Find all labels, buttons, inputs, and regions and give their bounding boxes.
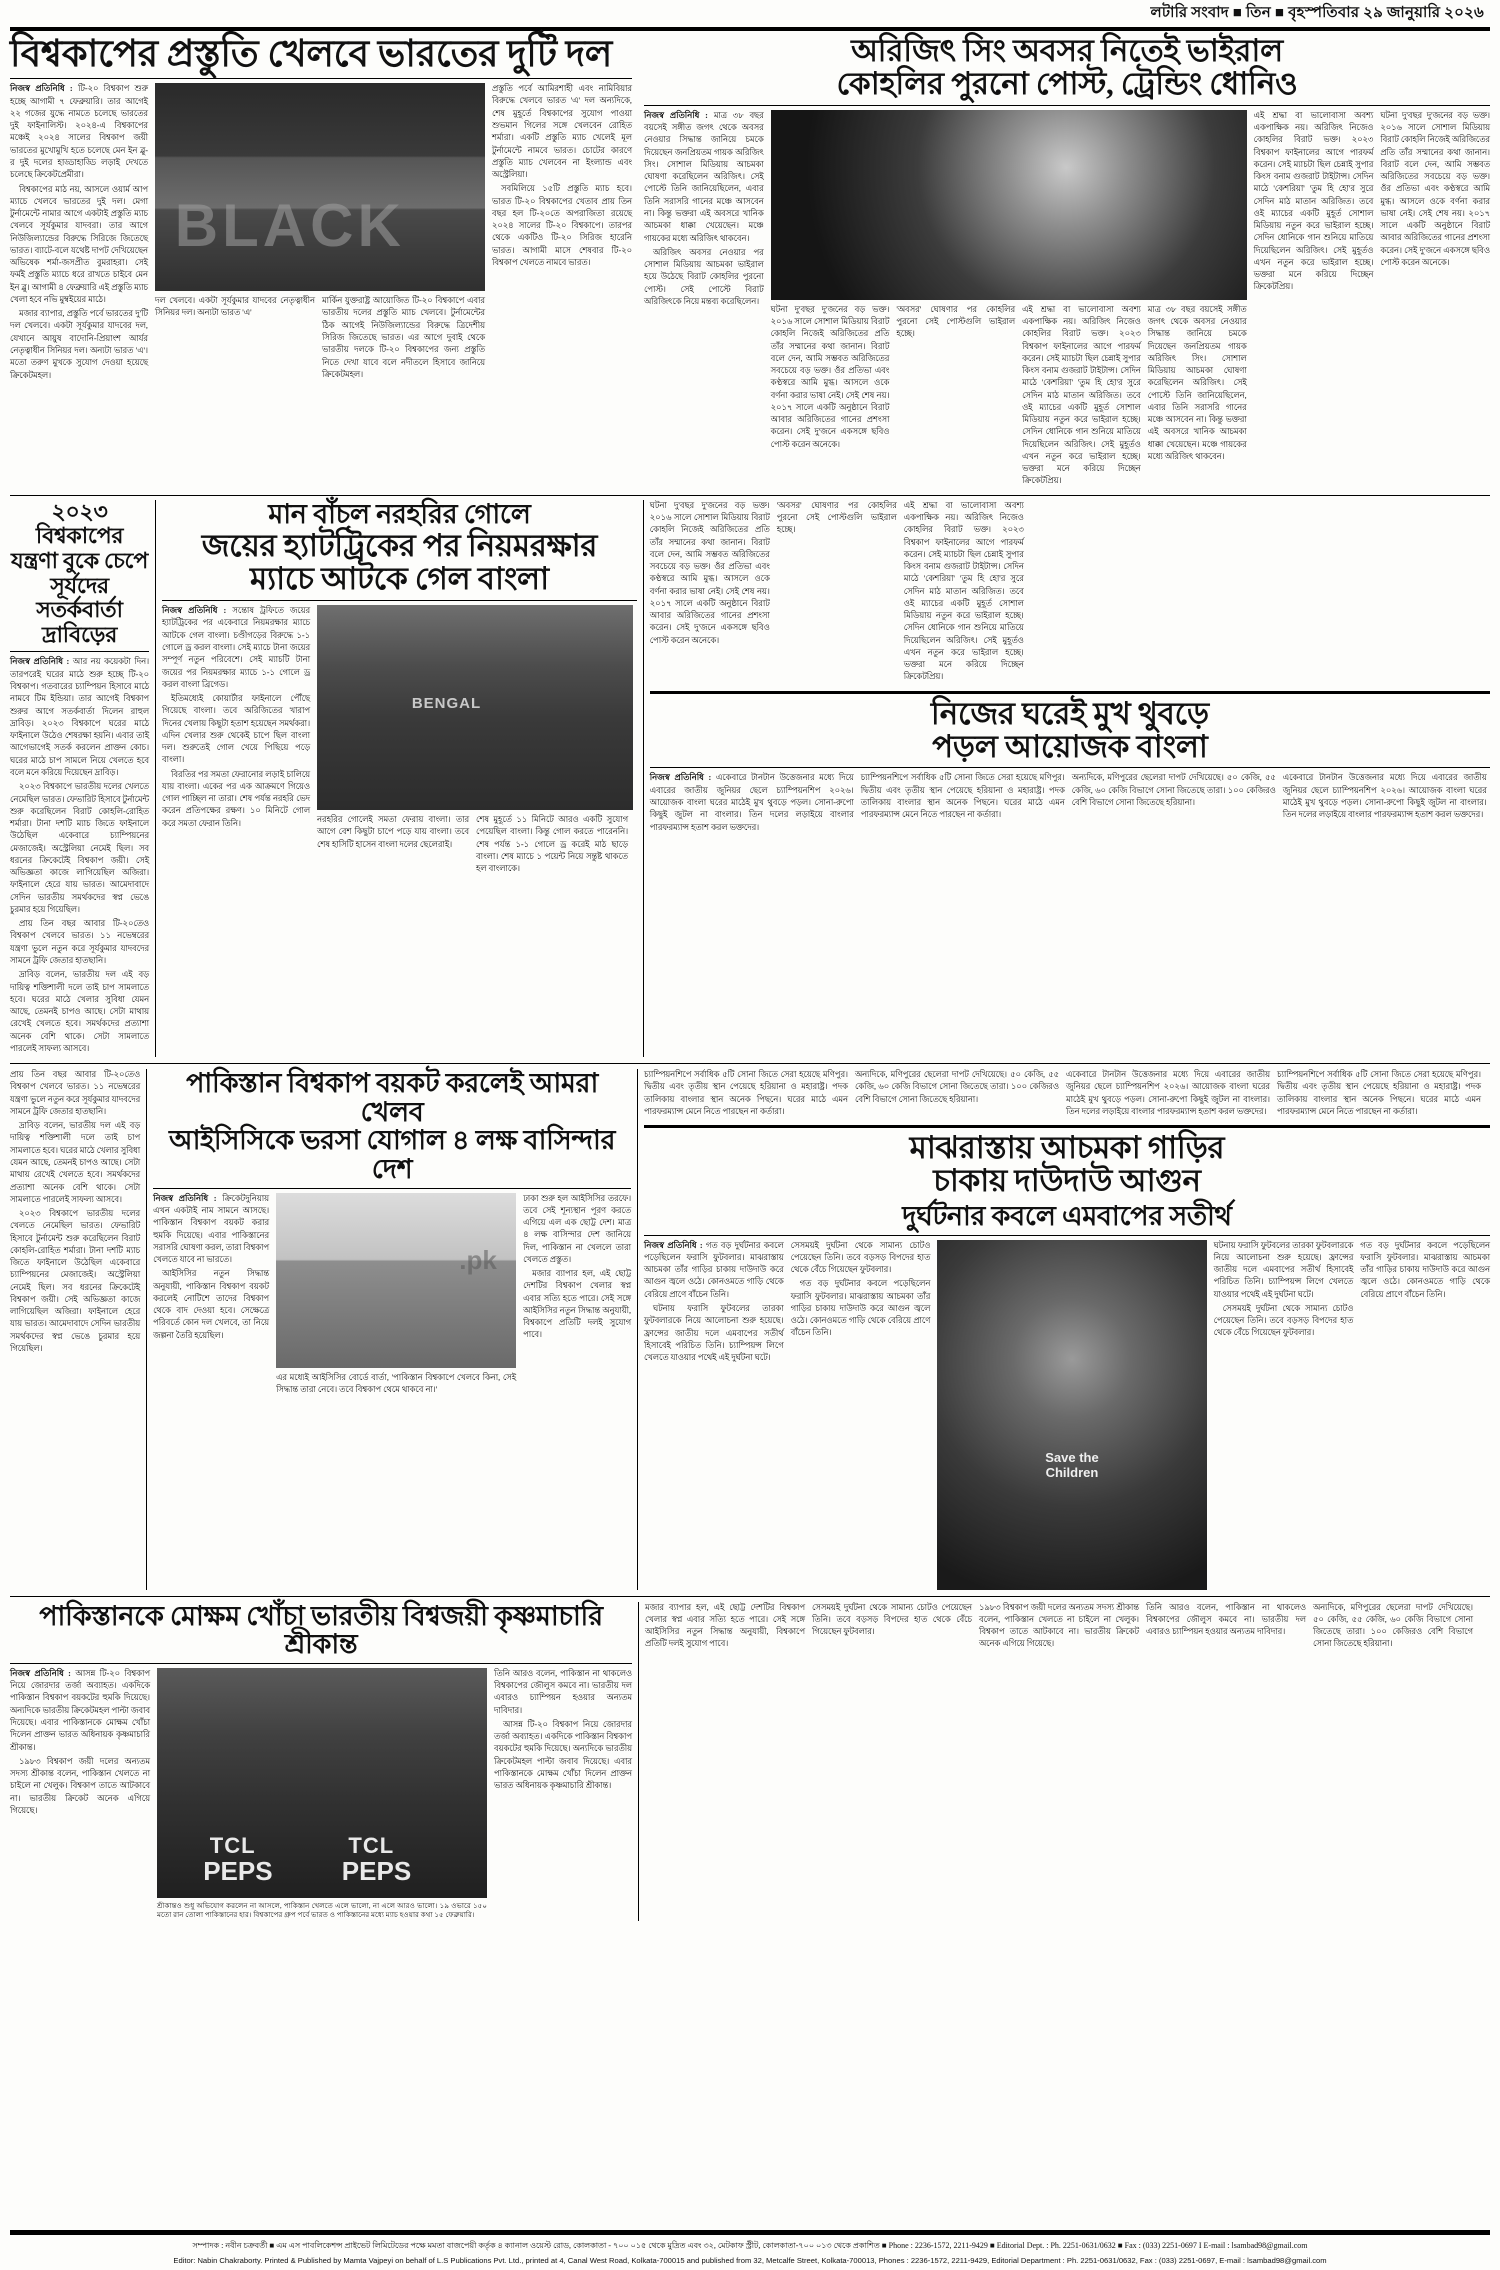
world-cup-prep-col1 bbox=[10, 83, 148, 384]
body-text: এই শ্রদ্ধা বা ভালোবাসা অবশ্য একপাক্ষিক নয়। অরিজিৎ নিজেও কোহলির বিরাট ভক্ত। ২০২৩ বিশ্বকাপ ফাইনালের আগে পারফর্ম করেন। সেই ম্যাচটা ছিল চেন্নাই সুপার কিংস বনাম গুজরাট টাইটান্স। সেদিন মাঠে 'কেশরিয়া' 'তুম হি হো'র সুরে সেদিন মাঠ মাতান অরিজিত। তবে ওই ম্যাচের একটি মুহূর্ত সোশাল মিডিয়ায় নতুন করে ভাইরাল হচ্ছে। সেদিন ধোনিকে গান শুনিয়ে মাতিয়ে দিয়েছিলেন অরিজিৎ। সেই মুহূর্তও এখন নতুন করে ভাইরাল হচ্ছে। ভক্তরা মনে করিয়ে দিচ্ছেন ক্রিকেটপ্রিয়। bbox=[1022, 304, 1141, 486]
body-text: চ্যাম্পিয়নশিপে সর্বাধিক ৫টি সোনা জিতে সেরা হয়েছে মণিপুর। দ্বিতীয় এবং তৃতীয় স্থান পেয়েছে হরিয়ানা ও মহারাষ্ট্র। পদক তালিকায় বাংলার স্থান অনেক পিছনে। ঘরের মাঠে এমন পারফরম্যান্স মেনে নিতে পারছেন না কর্তারা। bbox=[643, 1070, 848, 1116]
body-text: টি-২০ বিশ্বকাপ শুরু হচ্ছে আগামী ৭ ফেব্রুয়ারি। তার আগেই ২২ গজের যুদ্ধে নামতে চলেছে ভারতের দুই ফাইনালিস্ট। ২০২৪-এ বিশ্বকাপের মঞ্চেই ২০২৪ সালের বিশ্বকাপ জয়ী ভারতের মুখোমুখি হতে চলেছে মেন ইন ব্লু-র দুই দলের হাড্ডাহাড্ডি লড়াই দেখতে চলেছে ক্রিকেটপ্রেমীরা। bbox=[10, 84, 148, 180]
divider bbox=[644, 1125, 1490, 1128]
masthead-rule bbox=[10, 27, 1490, 31]
body-text: বিরতির পর সমতা ফেরানোর লড়াই চালিয়ে যায় বাংলা। একের পর এক আক্রমণে গিয়েও গোল পাচ্ছিল না তারা। শেষ পর্যন্ত নরহরি ভেদ করেন প্রতিপক্ষের রক্ষণ। ১০ মিনিটে গোল করে সমতা ফেরান তিনি। bbox=[162, 769, 311, 828]
byline: নিজস্ব প্রতিনিধি : bbox=[649, 773, 712, 783]
vertical-divider bbox=[643, 500, 644, 1057]
body-text: এই শ্রদ্ধা বা ভালোবাসা অবশ্য একপাক্ষিক নয়। অরিজিৎ নিজেও কোহলির বিরাট ভক্ত। ২০২৩ বিশ্বকাপ ফাইনালের আগে পারফর্ম করেন। সেই ম্যাচটা ছিল চেন্নাই সুপার কিংস বনাম গুজরাট টাইটান্স। সেদিন মাঠে 'কেশরিয়া' 'তুম হি হো'র সুরে সেদিন মাঠ মাতান অরিজিত। তবে ওই ম্যাচের একটি মুহূর্ত সোশাল মিডিয়ায় নতুন করে ভাইরাল হচ্ছে। সেদিন ধোনিকে গান শুনিয়ে মাতিয়ে দিয়েছিলেন অরিজিৎ। সেই মুহূর্তও এখন নতুন করে ভাইরাল হচ্ছে। ভক্তরা মনে করিয়ে দিচ্ছেন ক্রিকেটপ্রিয়। bbox=[1253, 110, 1374, 292]
body-text: ১৯৮৩ বিশ্বকাপ জয়ী দলের অন্যতম সদস্য শ্রীকান্ত বলেন, পাকিস্তান খেলতে না চাইলে না খেলুক। বিশ্বকাপ তাতে আটকাবে না। ভারতীয় ক্রিকেট অনেক এগিয়ে গিয়েছে। bbox=[10, 1756, 150, 1815]
page-footer bbox=[10, 2227, 1490, 2266]
body-text: দ্রাবিড় বলেন, ভারতীয় দল এই বড় দায়িত্ব শক্তিশালী দলে তাই চাপ সামলাতে হবে। ঘরের মাঠে খেলার সুবিধা যেমন আছে, তেমনই চাপও আছে। সেটা মাথায় রেখেই খেলতে হবে। সমর্থকদের প্রত্যাশা অনেক বেশি থাকে। সেটা সামলাতে পারলেই সাফল্য আসবে। bbox=[10, 970, 150, 1053]
section-rule bbox=[10, 1063, 1490, 1064]
body-text: আইসিসির নতুন সিদ্ধান্ত অনুযায়ী, পাকিস্তান বিশ্বকাপ বয়কট করলেই নোটিশে তাদের বিশ্বকাপ থেকে বাদ দেওয়া হবে। সেক্ষেত্রে পরিবর্তে কোন দল খেলবে, তা নিয়ে জল্পনা তৈরি হয়েছিল। bbox=[153, 1269, 270, 1340]
body-text: অন্যদিকে, মণিপুরের ছেলেরা দাপট দেখিয়েছে। ৫০ কেজি, ৫৫ কেজি, ৬০ কেজি বিভাগে সোনা জিতেছে তারা। ১০০ কেজিরও বেশি বিভাগে সোনা জিতেছে হরিয়ানা। bbox=[1313, 1602, 1473, 1649]
bottom-right-columns bbox=[645, 1602, 1490, 1922]
article-pakistan-boycott bbox=[153, 1069, 631, 1589]
body-text: সন্তোষ ট্রফিতে জয়ের হ্যাটট্রিকের পর একেবারে নিয়মরক্ষার ম্যাচে আটকে গেল বাংলা। চণ্ডীগড়ের বিরুদ্ধে ১-১ গোলে ড্র করল বাংলা। সেই ম্যাচে টানা জয়ের সম্পূর্ণ নতুন পরিবেশে। সেই ম্যাচটি টানা জয়ের পর নিয়মরক্ষার ম্যাচে ১-১ গোলে ড্র করল বাংলা ব্রিগেড। bbox=[162, 606, 311, 689]
divider bbox=[10, 78, 632, 79]
narahari-headline-line2: ম্যাচে আটকে গেল বাংলা bbox=[249, 561, 549, 597]
arijit-headline-line2: কোহলির পুরনো পোস্ট, ট্রেন্ডিং ধোনিও bbox=[836, 65, 1298, 101]
right-middle-stack bbox=[650, 500, 1490, 1057]
body-text: সবমিলিয়ে ১৫টি প্রস্তুতি ম্যাচ হবে। ভারত টি-২০ বিশ্বকাপের খেতাব প্রায় তিন বছর হল টি-২০তে অপরাজিতা রয়েছে ২০২৪ সালের টি-২০ বিশ্বকাপে। তারপর থেকে একটিও টি-২০ সিরিজ হারেনি ভারত। আগামী মাসে শেষবার টি-২০ বিশ্বকাপ খেলতে নামবে ভারত। bbox=[492, 184, 632, 267]
body-text: ঘটনা দু'বছর দু'জনের বড় ভক্ত। ২০১৬ সালে সোশাল মিডিয়ায় বিরাট কোহলি নিজেই অরিজিতের প্রতি তাঁর সম্মানের কথা জানান। বিরাট বলে দেন, আমি সম্ভবত অরিজিতের সবচেয়ে বড় ভক্ত। ওঁর প্রতিভা এবং কণ্ঠস্বরে আমি মুগ্ধ। আসলে ওকে বর্ণনা করার ভাষা নেই। সেই শেষ নয়। ২০১৭ সালে একটি অনুষ্ঠানে বিরাট আবার অরিজিতের গানের প্রশংসা করেন। সেই দু'জনে একসঙ্গে ছবিও পোস্ট করেন অনেকে। bbox=[649, 500, 770, 645]
body-text: এর মধ্যেই আইসিসির বোর্ডে বার্তা, 'পাকিস্তান বিশ্বকাপে খেলবে কিনা, সেই সিদ্ধান্ত তারা নেবে। তবে বিশ্বকাপ থেমে থাকবে না।' bbox=[276, 1372, 517, 1394]
masthead bbox=[10, 4, 1490, 26]
body-text: অন্যদিকে, মণিপুরের ছেলেরা দাপট দেখিয়েছে। ৫০ কেজি, ৫৫ কেজি, ৬০ কেজি বিভাগে সোনা জিতেছে তারা। ১০০ কেজিরও বেশি বিভাগে সোনা জিতেছে হরিয়ানা। bbox=[1071, 773, 1276, 807]
body-text: নরহরির গোলেই সমতা ফেরায় বাংলা। তার আগে বেশ কিছুটা চাপে পড়ে যায় বাংলা। তবে শেষ হাসিটি হাসেন বাংলা দলের ছেলেরাই। bbox=[317, 815, 470, 849]
vertical-divider bbox=[638, 1602, 639, 1922]
body-text: আসন্ন টি-২০ বিশ্বকাপ নিয়ে জোরদার তর্জা অব্যাহত। একদিকে পাকিস্তান বিশ্বকাপ বয়কটের হুমকি দিয়েছে। অন্যদিকে ভারতীয় ক্রিকেটমহল পাল্টা জবাব দিয়েছে। এবার পাকিস্তানকে মোক্ষম খোঁচা দিলেন প্রাক্তন ভারত অধিনায়ক কৃষ্ণমাচারি শ্রীকান্ত। bbox=[10, 1668, 150, 1752]
lower-band bbox=[10, 1069, 1490, 1589]
body-text: ইতিমধ্যেই কোয়ার্টার ফাইনালে পৌঁছে গিয়েছে বাংলা। তবে অরিজিতের খারাপ দিনের খেলায় কিছুটা হতাশ হয়েছেন সমর্থকরা। এদিন খেলার শুরু থেকেই চাপে ছিল বাংলা দল। শুরুতেই গোল খেয়ে পিছিয়ে পড়ে বাংলা। bbox=[162, 694, 311, 765]
srikkanth-photo-caption: শ্রীকান্তও শুধু অভিযোগ করলেন না আসলে, পাকিস্তান খেলতে এলে ভালো, না এলে আরও ভালো। ১৯ ওভারে ১৫০ মতো রান তোলা পাকিস্তানের হার। বিশ্বকাপের গ্রুপ পর্বে ভারত ও পাকিস্তানের মধ্যে ম্যাচ হওয়ার কথা ১৫ ফেব্রুয়ারি। bbox=[157, 1901, 487, 1920]
article-arijit-kohli bbox=[644, 35, 1490, 490]
article-bengal-host bbox=[649, 695, 1490, 836]
pakistan-boycott-headline-line2: আইসিসিকে ভরসা যোগাল ৪ লক্ষ বাসিন্দার দেশ bbox=[168, 1125, 616, 1184]
divider bbox=[644, 1235, 1490, 1236]
section-rule bbox=[10, 495, 1490, 496]
footer-rule bbox=[10, 2230, 1490, 2235]
body-text: ঘটনা দু'বছর দু'জনের বড় ভক্ত। ২০১৬ সালে সোশাল মিডিয়ায় বিরাট কোহলি নিজেই অরিজিতের প্রতি তাঁর সম্মানের কথা জানান। বিরাট বলে দেন, আমি সম্ভবত অরিজিতের সবচেয়ে বড় ভক্ত। ওঁর প্রতিভা এবং কণ্ঠস্বরে আমি মুগ্ধ। আসলে ওকে বর্ণনা করার ভাষা নেই। সেই শেষ নয়। ২০১৭ সালে একটি অনুষ্ঠানে বিরাট আবার অরিজিতের গানের প্রশংসা করেন। সেই দু'জনে একসঙ্গে ছবিও পোস্ট করেন অনেকে। bbox=[770, 304, 890, 449]
article-narahari-goal bbox=[162, 500, 637, 1057]
pakistan-boycott-headline-line1: পাকিস্তান বিশ্বকাপ বয়কট করলেই আমরা খেলব bbox=[186, 1068, 599, 1127]
srikkanth-col1 bbox=[10, 1668, 150, 1921]
body-text: একেবারে টানটান উত্তেজনার মধ্যে দিয়ে এবারের জাতীয় জুনিয়র ছেলে চ্যাম্পিয়নশিপ ২০২৬। আয়োজক বাংলা ঘরের মাঠেই মুখ থুবড়ে পড়ল। সোনা-রুপো কিছুই জুটল না বাংলার। তিন দলের লড়াইয়ে বাংলার পারফরম্যান্স হতাশ করল ভক্তদের। bbox=[649, 773, 854, 832]
bengal-host-headline-line2: পড়ল আয়োজক বাংলা bbox=[932, 728, 1208, 764]
body-text: তিনি আরও বলেন, পাকিস্তান না থাকলেও বিশ্বকাপের জৌলুস কমবে না। ভারতীয় দল এবারও চ্যাম্পিয়ন হওয়ার অন্যতম দাবিদার। bbox=[1146, 1602, 1306, 1637]
body-text: ২০২৩ বিশ্বকাপে ভারতীয় দলের খেলতে নেমেছিল ভারত। ফেভারিট হিসাবে টুর্নামেন্ট শুরু করেছিলেন বিরাট কোহলি-রোহিত শর্মারা। টানা দশটি ম্যাচ জিতে ফাইনালে উঠেছিল একেবারে চ্যাম্পিয়নের মেজাজেই। অস্ট্রেলিয়া নেমেই ছিল। সব ধরনের ক্রিকেটেই বিশ্বকাপ জয়ী। সেই অভিজ্ঞতা কাজে লাগিয়েছিল অজিরা। ফাইনালে হেরে যায় ভারত। আমেদাবাদে সেদিন ভারতীয় সমর্থকদের স্বপ্ন ভেঙে চুরমার হয়ে গিয়েছিল। bbox=[10, 782, 150, 914]
arijit-singh-concert-photo bbox=[771, 110, 1247, 300]
byline: নিজস্ব প্রতিনিধি : bbox=[153, 1193, 217, 1203]
photo-caption: দল খেলবে। একটা সূর্যকুমার যাদবের নেতৃত্বাধীন সিনিয়র দল। অন্যটা ভারত 'এ' bbox=[155, 296, 315, 318]
pak-col3 bbox=[523, 1193, 631, 1399]
arijit-col-last2 bbox=[1380, 110, 1490, 490]
body-text: ঘটনায় ফরাসি ফুটবলের তারকা ফুটবলারকে নিয়ে আলোচনা শুরু হয়েছে। ফ্রান্সের জাতীয় দলে এমবাপের সতীর্থ হিসাবেই পরিচিত তিনি। চ্যাম্পিয়ন্স লিগে খেলতে যাওয়ার পথেই এই দুর্ঘটনা ঘটে। bbox=[643, 1304, 784, 1363]
pcb-press-conference-photo bbox=[276, 1193, 516, 1368]
body-text: ঢাকা শুরু হল আইসিসির তরফে। তবে সেই শূন্যস্থান পূরণ করতে এগিয়ে এল এক ছোট্ট দেশ। মাত্র ৪ লক্ষ বাসিন্দার দেশ জানিয়ে দিল, পাকিস্তান না খেললে তারা খেলতে প্রস্তুত। bbox=[523, 1193, 632, 1264]
body-text: গত বড় দুর্ঘটনার কবলে পড়েছিলেন ফরাসি ফুটবলার। মাঝরাস্তায় আচমকা তাঁর গাড়ির চাকায় দাউদাউ করে আগুন জ্বলে ওঠে। কোনওমতে গাড়ি থেকে বেরিয়ে প্রাণে বাঁচেন তিনি। bbox=[790, 1279, 931, 1338]
body-text: গত বড় দুর্ঘটনার কবলে পড়েছিলেন ফরাসি ফুটবলার। মাঝরাস্তায় আচমকা তাঁর গাড়ির চাকায় দাউদাউ করে আগুন জ্বলে ওঠে। কোনওমতে গাড়ি থেকে বেরিয়ে প্রাণে বাঁচেন তিনি। bbox=[643, 1240, 784, 1299]
top-band bbox=[10, 35, 1490, 490]
arijit-col1 bbox=[644, 110, 764, 490]
body-text: একেবারে টানটান উত্তেজনার মধ্যে দিয়ে এবারের জাতীয় জুনিয়র ছেলে চ্যাম্পিয়নশিপ ২০২৬। আয়োজক বাংলা ঘরের মাঠেই মুখ থুবড়ে পড়ল। সোনা-রুপো কিছুই জুটল না বাংলার। তিন দলের লড়াইয়ে বাংলার পারফরম্যান্স হতাশ করল ভক্তদের। bbox=[1065, 1070, 1270, 1116]
body-text: প্রস্তুতি পর্বে আমিরশাহী এবং নামিবিয়ার বিরুদ্ধে খেলবে ভারত 'এ' দল অন্যদিকে, শেষ মুহূর্তে বিশ্বকাপের সুযোগ পাওয়া শুভমান গিলের সঙ্গে খেলবেন রোহিত শর্মারা। একটি প্রস্তুতি ম্যাচ খেলেই মূল টুর্নামেন্টে নামবে ভারত। চোটের কারণে প্রস্তুতি ম্যাচ খেলবেন না ইংল্যান্ড এবং অস্ট্রেলিয়া। bbox=[492, 84, 632, 180]
bengal-football-team-celebration-photo bbox=[317, 605, 633, 810]
body-text: এই শ্রদ্ধা বা ভালোবাসা অবশ্য একপাক্ষিক নয়। অরিজিৎ নিজেও কোহলির বিরাট ভক্ত। ২০২৩ বিশ্বকাপ ফাইনালের আগে পারফর্ম করেন। সেই ম্যাচটা ছিল চেন্নাই সুপার কিংস বনাম গুজরাট টাইটান্স। সেদিন মাঠে 'কেশরিয়া' 'তুম হি হো'র সুরে সেদিন মাঠ মাতান অরিজিত। তবে ওই ম্যাচের একটি মুহূর্ত সোশাল মিডিয়ায় নতুন করে ভাইরাল হচ্ছে। সেদিন ধোনিকে গান শুনিয়ে মাতিয়ে দিয়েছিলেন অরিজিৎ। সেই মুহূর্তও এখন নতুন করে ভাইরাল হচ্ছে। ভক্তরা মনে করিয়ে দিচ্ছেন ক্রিকেটপ্রিয়। bbox=[903, 500, 1024, 682]
byline: নিজস্ব প্রতিনিধি : bbox=[162, 606, 227, 616]
body-text: ১৯৮৩ বিশ্বকাপ জয়ী দলের অন্যতম সদস্য শ্রীকান্ত বলেন, পাকিস্তান খেলতে না চাইলে না খেলুক। বিশ্বকাপ তাতে আটকাবে না। ভারতীয় ক্রিকেট অনেক এগিয়ে গিয়েছে। bbox=[979, 1602, 1139, 1649]
footer-bengali-imprint: সম্পাদক : নবীন চক্রবর্তী ■ এম এস পাবলিকেশন্স প্রাইভেট লিমিটেডের পক্ষে মমতা বাজপেয়ী কর্তৃক ৪ ক্যানাল ওয়েস্ট রোড, কোলকাতা - ৭০০ ০১৫ থেকে মুদ্রিত এবং ৩২, মেটকাফ স্ট্রীট, কোলকাতা-৭০০ ০১৩ থেকে প্রকাশিত ■ Phone : 2236-1572, 2211-9429 ■ Editorial Dept. : Ph. 2251-0631/0632 ■ Fax : (033) 2251-0697 I E-mail : lsambad98@gmail.com bbox=[192, 2240, 1308, 2250]
footer-english-imprint: Editor: Nabin Chakraborty. Printed & Published by Mamta Vajpeyi on behalf of L.S Publications Pvt. Ltd., printed at 4, Canal West Road, Kolkata-700015 and published from 32, Metcalfe Street, Kolkata-700013, Phones : 2236-1572, 2211-9429, Editorial Department : Ph. 2251-0631/0632, Fax : (033) 2251-0697, E-mail : lsambad98@gmail.com bbox=[173, 2255, 1327, 2265]
body-text: শেষ মুহূর্তে ১১ মিনিটে আরও একটি সুযোগ পেয়েছিল বাংলা। কিন্তু গোল করতে পারেননি। শেষ পর্যন্ত ১-১ গোলে ড্র করেই মাঠ ছাড়ে বাংলা। শেষ ম্যাচে ১ পয়েন্ট নিয়ে সন্তুষ্ট থাকতে হল বাংলাকে। bbox=[476, 815, 629, 874]
body-text: সেসময়ই দুর্ঘটনা থেকে সামান্য চোটও পেয়েছেন তিনি। তবে বড়সড় বিপদের হাত থেকে বেঁচে গিয়েছেন ফুটবলার। bbox=[1213, 1303, 1354, 1338]
body-text: মজার ব্যাপার হল, এই ছোট্ট দেশটির বিশ্বকাপ খেলার স্বপ্ন এবার সত্যি হতে পারে। সেই সঙ্গে আইসিসির নতুন সিদ্ধান্ত অনুযায়ী, বিশ্বকাপে প্রতিটি দলই সুযোগ পাবে। bbox=[523, 1269, 632, 1340]
vertical-divider bbox=[146, 1069, 147, 1589]
body-text: প্রায় তিন বছর আবার টি-২০তেও বিশ্বকাপ খেলবে ভারত। ১১ নভেম্বরের যন্ত্রণা ভুলে নতুন করে সূর্যকুমার যাদবদের সামনে ট্রফি জেতার হাতছানি। bbox=[10, 1070, 141, 1116]
footballer-celebrating-photo: Save the Children bbox=[937, 1240, 1206, 1590]
body-text: ২০২৩ বিশ্বকাপে ভারতীয় দলের খেলতে নেমেছিল ভারত। ফেভারিট হিসাবে টুর্নামেন্ট শুরু করেছিলেন বিরাট কোহলি-রোহিত শর্মারা। টানা দশটি ম্যাচ জিতে ফাইনালে উঠেছিল একেবারে চ্যাম্পিয়নের মেজাজেই। অস্ট্রেলিয়া নেমেই ছিল। সব ধরনের ক্রিকেটেই বিশ্বকাপ জয়ী। সেই অভিজ্ঞতা কাজে লাগিয়েছিল অজিরা। ফাইনালে হেরে যায় ভারত। আমেদাবাদে সেদিন ভারতীয় সমর্থকদের স্বপ্ন ভেঙে চুরমার হয়ে গিয়েছিল। bbox=[10, 1209, 141, 1353]
article-world-cup-prep bbox=[10, 35, 632, 490]
body-text: সেসময়ই দুর্ঘটনা থেকে সামান্য চোটও পেয়েছেন তিনি। তবে বড়সড় বিপদের হাত থেকে বেঁচে গিয়েছেন ফুটবলার। bbox=[812, 1602, 972, 1637]
body-text: আর নয় কয়েকটা দিন। তারপরেই ঘরের মাঠে শুরু হচ্ছে টি-২০ বিশ্বকাপ। গতবারের চ্যাম্পিয়ন হিসাবে মাঠে নামবে টিম ইন্ডিয়া। তার আগেই বিশ্বকাপ শুরুর আগে সতর্কবার্তা দিলেন রাহুল দ্রাবিড়। ২০২৩ বিশ্বকাপে ঘরের মাঠে ফাইনালে উঠেও শেষরক্ষা হয়নি। এবার তাই আগেভাগেই সতর্ক করলেন প্রাক্তন কোচ। ঘরের মাঠে চাপ সামলে নিয়ে খেলতে হবে বলে মনে করিয়ে দিয়েছেন দ্রাবিড়। bbox=[10, 657, 150, 778]
divider bbox=[162, 600, 637, 601]
byline: নিজস্ব প্রতিনিধি : bbox=[644, 110, 708, 120]
body-text: মাত্র ৩৮ বছর বয়সেই সঙ্গীত জগৎ থেকে অবসর নেওয়ার সিদ্ধান্ত জানিয়ে চমকে দিয়েছেন জনপ্রিয়তম গায়ক অরিজিৎ সিং। সোশাল মিডিয়ায় আচমকা ঘোষণা করেছিলেন অরিজিৎ। সেই পোস্টে তিনি জানিয়েছিলেন, এবার তিনি সরাসরি গানের মঞ্চে আসবেন না। কিন্তু ভক্তরা এই অবসরে খানিক আচমকা ধাক্কা খেয়েছেন। মঞ্চে গায়কের মধ্যে অরিজিৎ থাকবেন। bbox=[644, 110, 764, 243]
world-cup-prep-col3 bbox=[492, 83, 632, 384]
article-car-fire bbox=[644, 1132, 1490, 1589]
bengal-host-headline-line1: নিজের ঘরেই মুখ থুবড়ে bbox=[930, 695, 1209, 731]
body-text: অরিজিৎ অবসর নেওয়ার পর সোশাল মিডিয়ায় আচমকা ভাইরাল হয়ে উঠেছে বিরাট কোহলির পুরনো পোস্ট। সেই পোস্টে বিরাট অরিজিৎকে নিয়ে মন্তব্য করেছিলেন। bbox=[644, 247, 764, 306]
section-rule bbox=[10, 1596, 1490, 1597]
arijit-headline-line1: অরিজিৎ সিং অবসর নিতেই ভাইরাল bbox=[851, 33, 1283, 68]
body-text: 'অবসর' ঘোষণার পর কোহলির পুরনো সেই পোস্টগুলি ভাইরাল হচ্ছে। bbox=[776, 500, 897, 535]
dravid-body bbox=[10, 656, 149, 1055]
body-text: ক্রিকেটদুনিয়ায় এখন একটাই নাম সামনে আসছে। পাকিস্তান বিশ্বকাপ বয়কট করার হুমকি দিয়েছে। এবার পাকিস্তানের সরাসরি ঘোষণা করল, তারা বিশ্বকাপ খেলতে যাবে না ভারতে। bbox=[153, 1193, 270, 1265]
world-cup-prep-headline: বিশ্বকাপের প্রস্তুতি খেলবে ভারতের দুটি দল bbox=[10, 34, 613, 75]
divider bbox=[650, 691, 1490, 694]
byline: নিজস্ব প্রতিনিধি : bbox=[643, 1240, 703, 1250]
dravid-headline: ২০২৩ বিশ্বকাপের যন্ত্রণা বুকে চেপে সূর্যদের সতর্কবার্তা দ্রাবিড়ের bbox=[11, 498, 149, 647]
byline: নিজস্ব প্রতিনিধি : bbox=[10, 1668, 71, 1678]
article-srikkanth bbox=[10, 1602, 632, 1922]
car-fire-headline-line2: চাকায় দাউদাউ আগুন bbox=[933, 1163, 1201, 1199]
pakistan-cricket-team-photo: TCL PEPS TCL PEPS bbox=[157, 1668, 487, 1898]
byline: নিজস্ব প্রতিনিধি : bbox=[10, 657, 70, 667]
body-text: চ্যাম্পিয়নশিপে সর্বাধিক ৫টি সোনা জিতে সেরা হয়েছে মণিপুর। দ্বিতীয় এবং তৃতীয় স্থান পেয়েছে হরিয়ানা ও মহারাষ্ট্র। পদক তালিকায় বাংলার স্থান অনেক পিছনে। ঘরের মাঠে এমন পারফরম্যান্স মেনে নিতে পারছেন না কর্তারা। bbox=[1276, 1070, 1481, 1116]
body-text: মার্কিন যুক্তরাষ্ট্র আয়োজিত টি-২০ বিশ্বকাপে এবার ভারতীয় দলের প্রস্তুতি ম্যাচ খেলবে। টুর্নামেন্টের ঠিক আগেই নিউজিল্যান্ডের বিরুদ্ধে ত্রিদেশীয় সিরিজ জিতেছে ভারত। এর আগে দুবাই থেকে ভারতীয় দলকে টি-২০ বিশ্বকাপের জন্য প্রস্তুতি নিতে দেখা যাবে বলে নদীতলে হিসাবে জানিয়ে ক্রিকেটমহল। bbox=[322, 296, 485, 379]
body-text: মাত্র ৩৮ বছর বয়সেই সঙ্গীত জগৎ থেকে অবসর নেওয়ার সিদ্ধান্ত জানিয়ে চমকে দিয়েছেন জনপ্রিয়তম গায়ক অরিজিৎ সিং। সোশাল মিডিয়ায় আচমকা ঘোষণা করেছিলেন অরিজিৎ। সেই পোস্টে তিনি জানিয়েছিলেন, এবার তিনি সরাসরি গানের মঞ্চে আসবেন না। কিন্তু ভক্তরা এই অবসরে খানিক আচমকা ধাক্কা খেয়েছেন। মঞ্চে গায়কের মধ্যে অরিজিৎ থাকবেন। bbox=[1147, 304, 1247, 461]
body-text: দ্রাবিড় বলেন, ভারতীয় দল এই বড় দায়িত্ব শক্তিশালী দলে তাই চাপ সামলাতে হবে। ঘরের মাঠে খেলার সুবিধা যেমন আছে, তেমনই চাপও আছে। সেটা মাথায় রেখেই খেলতে হবে। সমর্থকদের প্রত্যাশা অনেক বেশি থাকে। সেটা সামলাতে পারলেই সাফল্য আসবে। bbox=[10, 1121, 141, 1204]
body-text: প্রায় তিন বছর আবার টি-২০তেও বিশ্বকাপ খেলবে ভারত। ১১ নভেম্বরের যন্ত্রণা ভুলে নতুন করে সূর্যকুমার যাদবদের সামনে ট্রফি জেতার হাতছানি। bbox=[10, 919, 150, 965]
masthead-text: লটারি সংবাদ ■ তিন ■ বৃহস্পতিবার ২৯ জানুয়ারি ২০২৬ bbox=[1150, 5, 1484, 21]
body-text: ঘটনায় ফরাসি ফুটবলের তারকা ফুটবলারকে নিয়ে আলোচনা শুরু হয়েছে। ফ্রান্সের জাতীয় দলে এমবাপের সতীর্থ হিসাবেই পরিচিত তিনি। চ্যাম্পিয়ন্স লিগে খেলতে যাওয়ার পথেই এই দুর্ঘটনা ঘটে। bbox=[1213, 1240, 1354, 1299]
body-text: চ্যাম্পিয়নশিপে সর্বাধিক ৫টি সোনা জিতে সেরা হয়েছে মণিপুর। দ্বিতীয় এবং তৃতীয় স্থান পেয়েছে হরিয়ানা ও মহারাষ্ট্র। পদক তালিকায় বাংলার স্থান অনেক পিছনে। ঘরের মাঠে এমন পারফরম্যান্স মেনে নিতে পারছেন না কর্তারা। bbox=[860, 773, 1065, 820]
body-text: ঘটনা দু'বছর দু'জনের বড় ভক্ত। ২০১৬ সালে সোশাল মিডিয়ায় বিরাট কোহলি নিজেই অরিজিতের প্রতি তাঁর সম্মানের কথা জানান। বিরাট বলে দেন, আমি সম্ভবত অরিজিতের সবচেয়ে বড় ভক্ত। ওঁর প্রতিভা এবং কণ্ঠস্বরে আমি মুগ্ধ। আসলে ওকে বর্ণনা করার ভাষা নেই। সেই শেষ নয়। ২০১৭ সালে একটি অনুষ্ঠানে বিরাট আবার অরিজিতের গানের প্রশংসা করেন। সেই দু'জনে একসঙ্গে ছবিও পোস্ট করেন অনেকে। bbox=[1380, 110, 1490, 267]
article-dravid-warning bbox=[10, 500, 149, 1057]
narahari-headline-line1: জয়ের হ্যাটট্রিকের পর নিয়মরক্ষার bbox=[201, 528, 598, 564]
cricket-batsmen-photo bbox=[155, 83, 485, 291]
body-text: মজার ব্যাপার, প্রস্তুতি পর্বে ভারতের দু'টি দল খেলবে। একটা সূর্যকুমার যাদবের দল, যেখানে আয়ুষ বাদোনি-প্রিয়াংশ আর্যর নেতৃত্বাধীন সিনিয়র দল। অন্যটা ভারত 'এ'। মতো তরুণ মুখকে সুযোগ দেওয়া হয়েছে ক্রিকেটমহল। bbox=[10, 309, 148, 380]
body-text: 'অবসর' ঘোষণার পর কোহলির পুরনো সেই পোস্টগুলি ভাইরাল হচ্ছে। bbox=[896, 304, 1016, 339]
vertical-divider bbox=[155, 500, 156, 1057]
narahari-col1 bbox=[162, 605, 310, 877]
body-text: তিনি আরও বলেন, পাকিস্তান না থাকলেও বিশ্বকাপের জৌলুস কমবে না। ভারতীয় দল এবারও চ্যাম্পিয়ন হওয়ার অন্যতম দাবিদার। bbox=[494, 1668, 632, 1715]
middle-band bbox=[10, 500, 1490, 1057]
body-text: বিশ্বকাপের মাঠ নয়, আসলে ওয়ার্ম আপ ম্যাচে খেলবে ভারতের দুই দল। মেগা টুর্নামেন্টে নামার আগে একটাই প্রস্তুতি ম্যাচ খেলবে সূর্যকুমার যাদবরা। তার আগে নিউজিল্যান্ডের বিরুদ্ধে সিরিজে জিতেছে ভারত। ব্যাটে-বলে যথেষ্ট দাপট দেখিয়েছেন অভিষেক শর্মা-জসপ্রীত বুমরাহরা। সেই ফর্মই প্রস্তুতি ম্যাচে ধরে রাখতে চাইবে মেন ইন ব্লু। আগামী ৪ ফেব্রুয়ারি এই প্রস্তুতি ম্যাচ খেলা হবে নভি মুম্বইয়ের মাঠে। bbox=[10, 184, 148, 304]
srikkanth-headline: পাকিস্তানকে মোক্ষম খোঁচা ভারতীয় বিশ্বজয়ী কৃষ্ণমাচারি শ্রীকান্ত bbox=[39, 1600, 603, 1660]
arijit-col-last bbox=[1254, 110, 1374, 490]
byline: নিজস্ব প্রতিনিধি : bbox=[10, 84, 73, 94]
body-text: মজার ব্যাপার হল, এই ছোট্ট দেশটির বিশ্বকাপ খেলার স্বপ্ন এবার সত্যি হতে পারে। সেই সঙ্গে আইসিসির নতুন সিদ্ধান্ত অনুযায়ী, বিশ্বকাপে প্রতিটি দলই সুযোগ পাবে। bbox=[645, 1602, 805, 1649]
srikkanth-col3 bbox=[494, 1668, 632, 1921]
divider bbox=[644, 105, 1490, 106]
divider bbox=[10, 1663, 632, 1664]
body-text: সেসময়ই দুর্ঘটনা থেকে সামান্য চোটও পেয়েছেন তিনি। তবে বড়সড় বিপদের হাত থেকে বেঁচে গিয়েছেন ফুটবলার। bbox=[790, 1240, 931, 1275]
divider bbox=[153, 1188, 631, 1189]
car-fire-subhead: দুর্ঘটনার কবলে এমবাপের সতীর্থ bbox=[902, 1200, 1232, 1231]
vertical-divider bbox=[637, 1069, 638, 1589]
body-text: অন্যদিকে, মণিপুরের ছেলেরা দাপট দেখিয়েছে। ৫০ কেজি, ৫৫ কেজি, ৬০ কেজি বিভাগে সোনা জিতেছে তারা। ১০০ কেজিরও বেশি বিভাগে সোনা জিতেছে হরিয়ানা। bbox=[854, 1070, 1059, 1104]
body-text: গত বড় দুর্ঘটনার কবলে পড়েছিলেন ফরাসি ফুটবলার। মাঝরাস্তায় আচমকা তাঁর গাড়ির চাকায় দাউদাউ করে আগুন জ্বলে ওঠে। কোনওমতে গাড়ি থেকে বেরিয়ে প্রাণে বাঁচেন তিনি। bbox=[1360, 1240, 1490, 1299]
narahari-kicker: মান বাঁচল নরহরির গোলে bbox=[268, 498, 531, 529]
pak-col1 bbox=[153, 1193, 269, 1399]
body-text: একেবারে টানটান উত্তেজনার মধ্যে দিয়ে এবারের জাতীয় জুনিয়র ছেলে চ্যাম্পিয়নশিপ ২০২৬। আয়োজক বাংলা ঘরের মাঠেই মুখ থুবড়ে পড়ল। সোনা-রুপো কিছুই জুটল না বাংলার। তিন দলের লড়াইয়ে বাংলার পারফরম্যান্স হতাশ করল ভক্তদের। bbox=[1282, 773, 1487, 820]
divider bbox=[650, 767, 1490, 768]
dravid-continuation bbox=[10, 1069, 140, 1589]
car-fire-headline-line1: মাঝরাস্তায় আচমকা গাড়ির bbox=[909, 1130, 1225, 1166]
bottom-band bbox=[10, 1602, 1490, 1922]
right-lower-stack bbox=[644, 1069, 1490, 1589]
divider bbox=[10, 651, 149, 652]
body-text: আসন্ন টি-২০ বিশ্বকাপ নিয়ে জোরদার তর্জা অব্যাহত। একদিকে পাকিস্তান বিশ্বকাপ বয়কটের হুমকি দিয়েছে। অন্যদিকে ভারতীয় ক্রিকেটমহল পাল্টা জবাব দিয়েছে। এবার পাকিস্তানকে মোক্ষম খোঁচা দিলেন প্রাক্তন ভারত অধিনায়ক কৃষ্ণমাচারি শ্রীকান্ত। bbox=[494, 1719, 632, 1791]
